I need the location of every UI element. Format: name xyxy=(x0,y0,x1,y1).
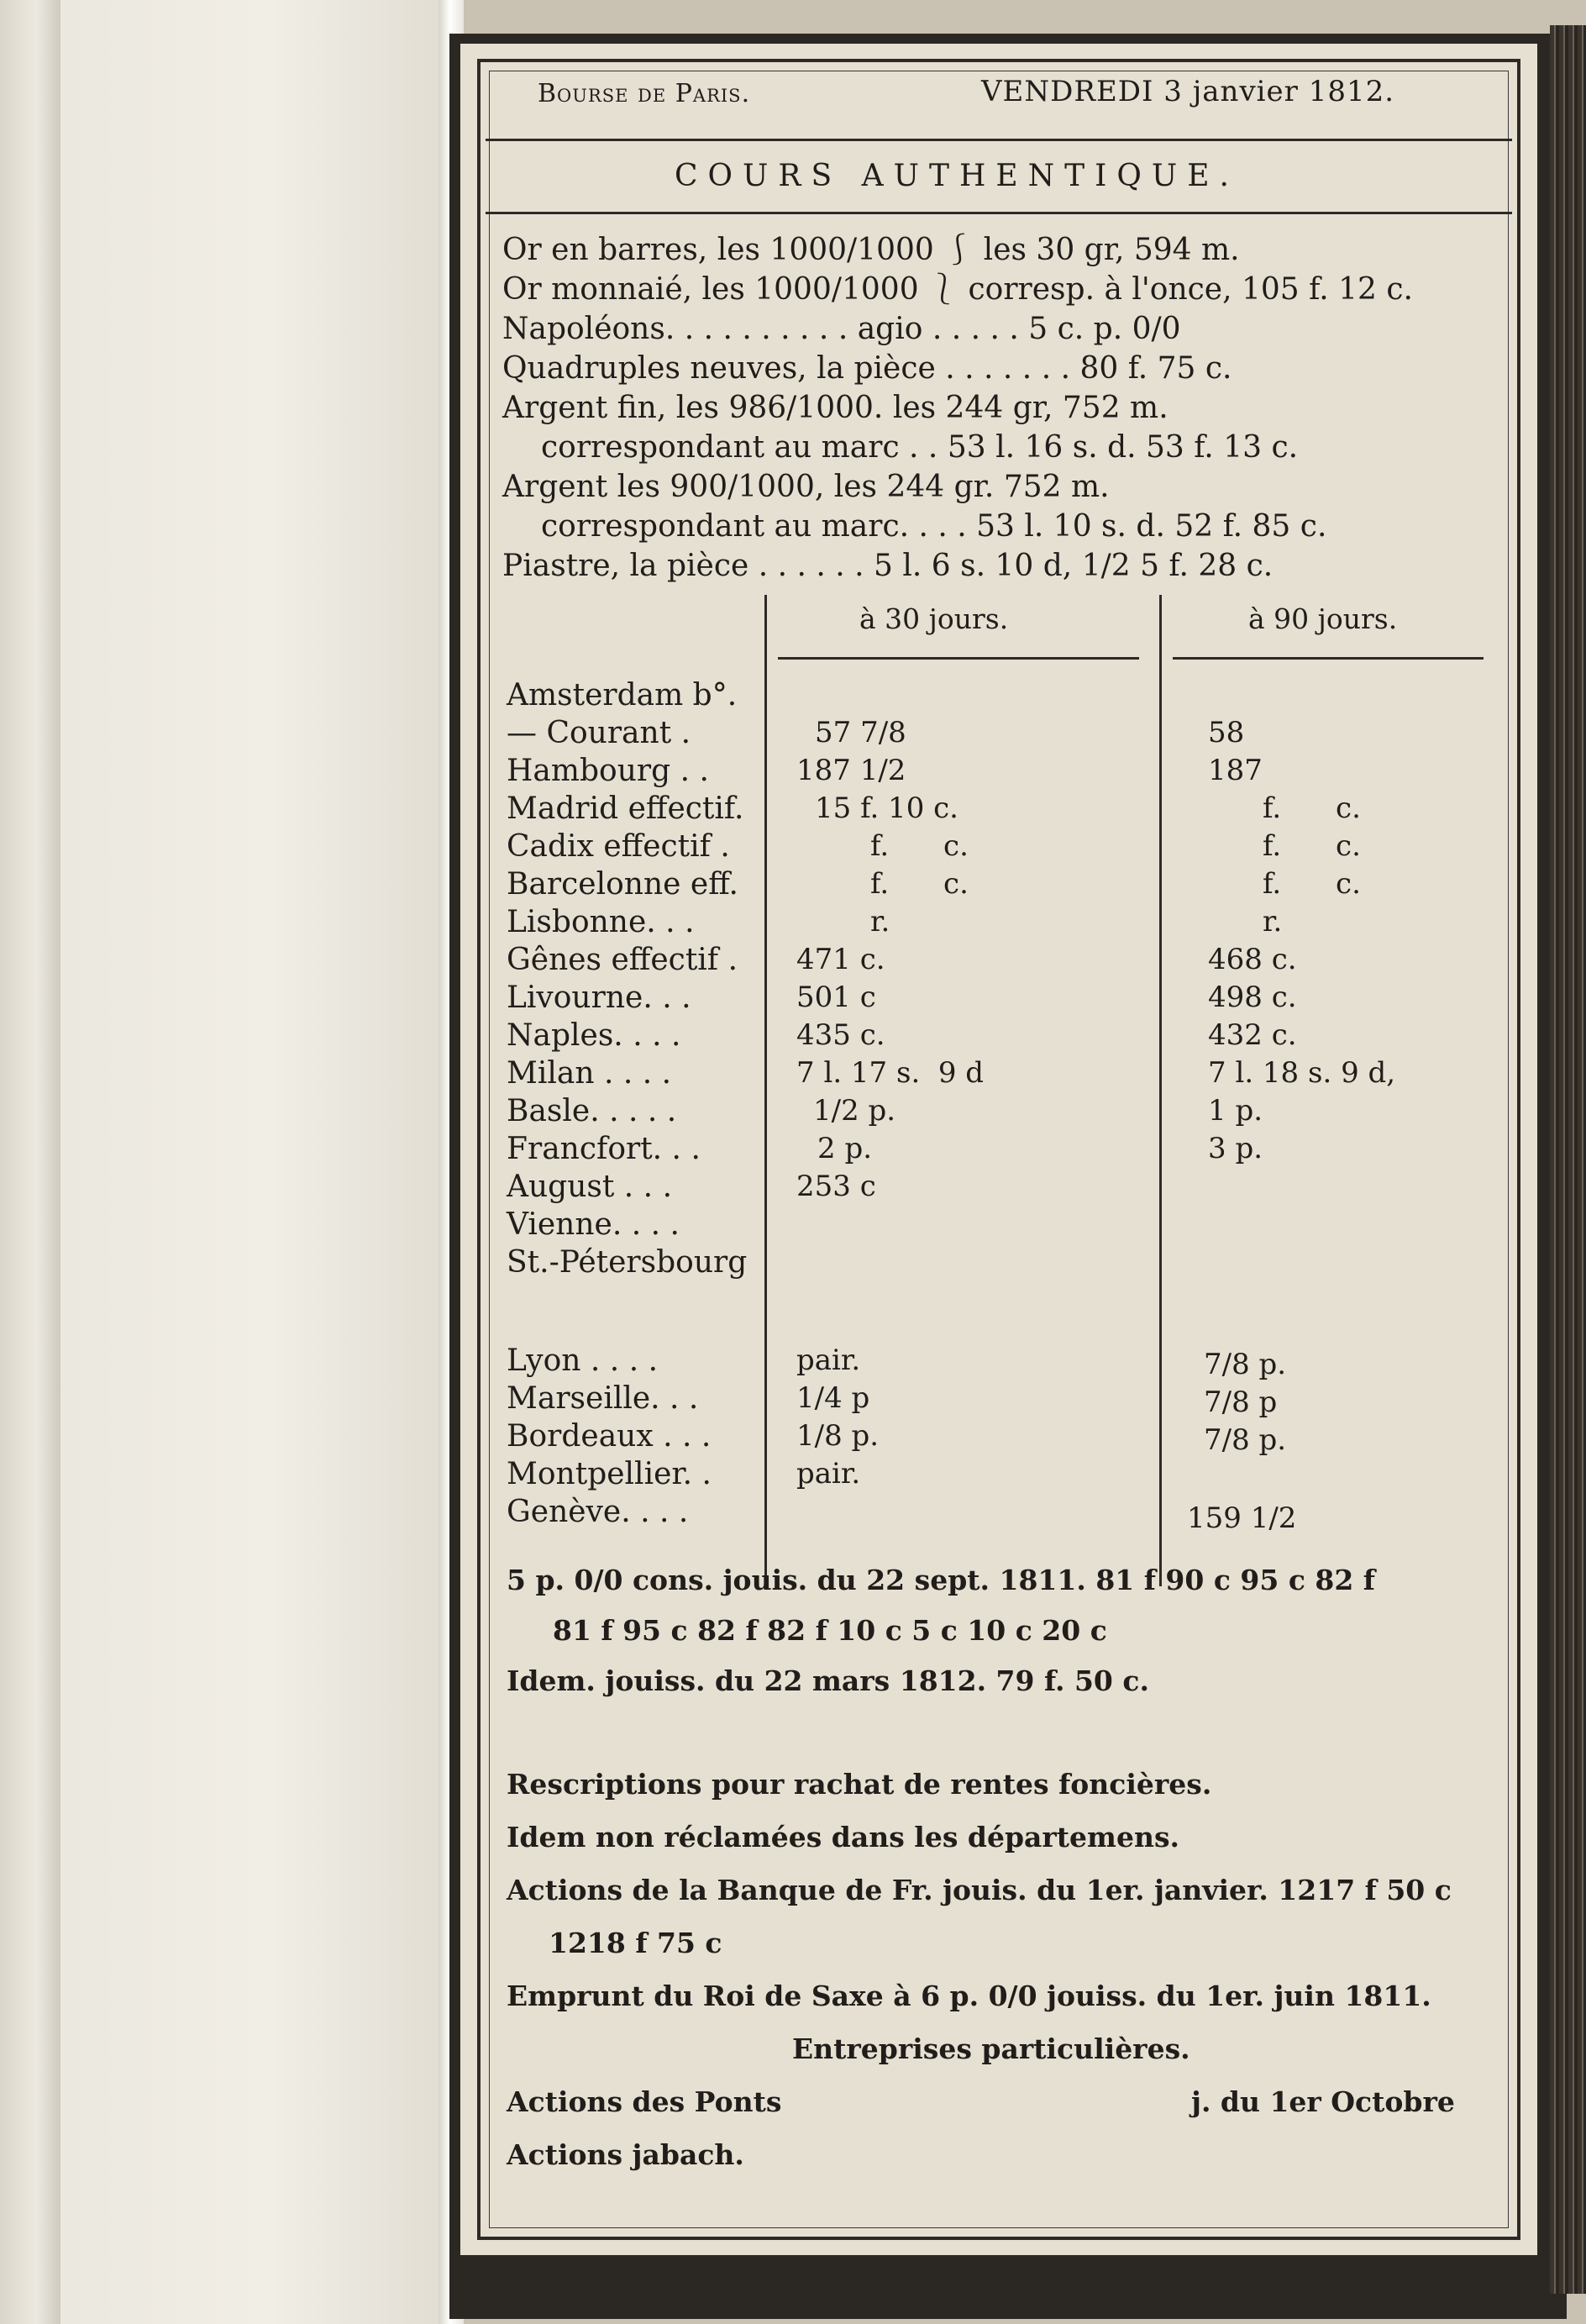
rate-90: f. c. xyxy=(1263,829,1361,863)
metals-line: Or monnaié, les 1000/1000 ⎱ corresp. à l'once, 105 f. 12 c. xyxy=(502,272,1413,307)
place-label: August . . . xyxy=(507,1170,673,1204)
place-label: Milan . . . . xyxy=(507,1056,672,1091)
place-label: Cadix effectif . xyxy=(507,829,730,864)
place-label: Lyon . . . . xyxy=(507,1343,659,1378)
rate-90: 159 1/2 xyxy=(1187,1501,1297,1535)
bourse-label: Bourse de Paris. xyxy=(538,79,751,108)
rate-90: f. c. xyxy=(1263,867,1361,901)
rate-30: pair. xyxy=(796,1343,861,1377)
page-title: COURS AUTHENTIQUE. xyxy=(675,159,1239,193)
rate-90: 432 c. xyxy=(1208,1018,1297,1052)
metals-line: Argent fin, les 986/1000. les 244 gr, 752 m. xyxy=(502,391,1168,425)
rate-30: 2 p. xyxy=(817,1132,873,1165)
metals-line: Napoléons. . . . . . . . . . agio . . . . . 5 c. p. 0/0 xyxy=(502,312,1181,346)
col-30-header: à 30 jours. xyxy=(859,602,1009,635)
idem-line: Idem non réclamées dans les départemens. xyxy=(507,1821,1180,1853)
rate-30: 435 c. xyxy=(796,1018,885,1052)
rate-90: r. xyxy=(1263,905,1283,939)
metals-line: correspondant au marc. . . . 53 l. 10 s. d. 52 f. 85 c. xyxy=(541,509,1327,544)
page-edges xyxy=(1550,25,1586,2294)
rate-90: 498 c. xyxy=(1208,981,1297,1014)
blank-left-page xyxy=(60,0,439,2324)
place-label: Basle. . . . . xyxy=(507,1094,677,1128)
table-divider-left xyxy=(764,595,767,1586)
printed-sheet xyxy=(460,44,1537,2255)
place-label: Francfort. . . xyxy=(507,1132,701,1166)
col-30-rule xyxy=(778,657,1139,660)
header-rule xyxy=(486,139,1512,141)
rate-90: 58 xyxy=(1208,716,1245,749)
place-label: Genève. . . . xyxy=(507,1495,689,1529)
title-rule xyxy=(486,212,1512,214)
date-label: VENDREDI 3 janvier 1812. xyxy=(981,75,1395,108)
place-label: Montpellier. . xyxy=(507,1457,712,1491)
place-label: Bordeaux . . . xyxy=(507,1419,712,1454)
rente-line: 5 p. 0/0 cons. jouis. du 22 sept. 1811. 81 f 90 c 95 c 82 f xyxy=(507,1564,1376,1596)
table-divider-right xyxy=(1159,595,1162,1586)
rente-line-cont: 81 f 95 c 82 f 82 f 10 c 5 c 10 c 20 c xyxy=(553,1614,1107,1647)
rate-90: 7/8 p. xyxy=(1204,1423,1287,1457)
emprunt-line: Emprunt du Roi de Saxe à 6 p. 0/0 jouiss. du 1er. juin 1811. xyxy=(507,1980,1431,2012)
rate-30: pair. xyxy=(796,1457,861,1491)
place-label: Hambourg . . xyxy=(507,754,709,788)
col-90-header: à 90 jours. xyxy=(1248,602,1398,635)
rate-30: 187 1/2 xyxy=(796,754,906,787)
rate-30: 1/4 p xyxy=(796,1381,870,1415)
place-label: — Courant . xyxy=(507,716,691,750)
place-label: Livourne. . . xyxy=(507,981,691,1015)
rate-90: 7/8 p xyxy=(1204,1385,1278,1419)
actions-banque-line: Actions de la Banque de Fr. jouis. du 1er. janvier. 1217 f 50 c xyxy=(507,1874,1452,1906)
place-label: St.-Pétersbourg xyxy=(507,1245,748,1280)
rate-90: 187 xyxy=(1208,754,1263,787)
rate-30: 15 f. 10 c. xyxy=(815,791,958,825)
rate-30: 57 7/8 xyxy=(815,716,906,749)
col-90-rule xyxy=(1173,657,1484,660)
rate-30: 1/2 p. xyxy=(813,1094,896,1128)
book-cover-edge xyxy=(0,0,60,2324)
metals-line: Argent les 900/1000, les 244 gr. 752 m. xyxy=(502,470,1110,504)
place-label: Gênes effectif . xyxy=(507,943,738,977)
place-label: Naples. . . . xyxy=(507,1018,681,1053)
actions-jabach-line: Actions jabach. xyxy=(507,2138,744,2171)
idem-line: Idem. jouiss. du 22 mars 1812. 79 f. 50 c. xyxy=(507,1664,1149,1697)
rate-30: f. c. xyxy=(870,829,969,863)
rate-30: r. xyxy=(870,905,890,939)
place-label: Marseille. . . xyxy=(507,1381,699,1416)
place-label: Madrid effectif. xyxy=(507,791,744,826)
metals-line: Or en barres, les 1000/1000 ⎰ les 30 gr, 594 m. xyxy=(502,233,1240,267)
rate-90: f. c. xyxy=(1263,791,1361,825)
place-label: Lisbonne. . . xyxy=(507,905,695,939)
rate-30: 1/8 p. xyxy=(796,1419,880,1453)
rescriptions-line: Rescriptions pour rachat de rentes foncières. xyxy=(507,1768,1212,1801)
rate-90: 7/8 p. xyxy=(1204,1348,1287,1381)
place-label: Barcelonne eff. xyxy=(507,867,738,902)
rate-30: 501 c xyxy=(796,981,876,1014)
metals-line: Piastre, la pièce . . . . . . 5 l. 6 s. 10 d, 1/2 5 f. 28 c. xyxy=(502,549,1274,583)
rate-90: 7 l. 18 s. 9 d, xyxy=(1208,1056,1396,1090)
metals-line: correspondant au marc . . 53 l. 16 s. d. 53 f. 13 c. xyxy=(541,430,1299,465)
actions-ponts-line: Actions des Ponts xyxy=(507,2085,782,2118)
rate-90: 468 c. xyxy=(1208,943,1297,976)
rate-90: 1 p. xyxy=(1208,1094,1263,1128)
rate-30: f. c. xyxy=(870,867,969,901)
rate-30: 7 l. 17 s. 9 d xyxy=(796,1056,985,1090)
entreprises-heading: Entreprises particulières. xyxy=(792,2032,1190,2065)
rate-30: 471 c. xyxy=(796,943,885,976)
place-label: Vienne. . . . xyxy=(507,1207,680,1242)
metals-line: Quadruples neuves, la pièce . . . . . . . 80 f. 75 c. xyxy=(502,351,1232,386)
rate-30: 253 c xyxy=(796,1170,876,1203)
actions-ponts-date: j. du 1er Octobre xyxy=(1191,2085,1455,2118)
place-label: Amsterdam b°. xyxy=(507,678,738,712)
actions-banque-cont: 1218 f 75 c xyxy=(549,1927,722,1959)
rate-90: 3 p. xyxy=(1208,1132,1263,1165)
